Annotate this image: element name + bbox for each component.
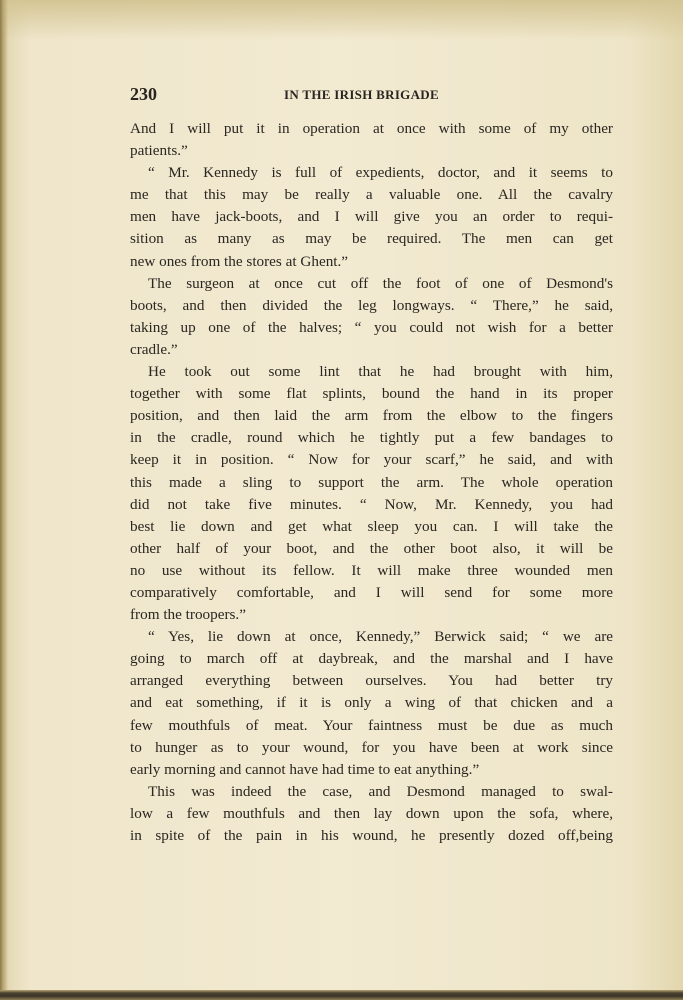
text-line: low a few mouthfuls and then lay down upon the sofa, where, bbox=[130, 804, 613, 822]
text-line: The surgeon at once cut off the foot of one of Desmond's bbox=[148, 274, 613, 292]
running-head: IN THE IRISH BRIGADE bbox=[284, 87, 439, 102]
text-line: He took out some lint that he had brought with him, bbox=[148, 363, 613, 381]
body-text bbox=[130, 118, 613, 847]
text-line: comparatively comfortable, and I will send for some more bbox=[130, 583, 613, 601]
text-line: few mouthfuls of meat. Your faintness must be due as much bbox=[130, 716, 613, 734]
text-line: position, and then laid the arm from the elbow to the fingers bbox=[130, 407, 613, 425]
text-line: cradle.” bbox=[130, 340, 178, 358]
text-line: to hunger as to your wound, for you have been at work since bbox=[130, 738, 613, 756]
text-line: “ Mr. Kennedy is full of expedients, doctor, and it seems to bbox=[148, 164, 613, 182]
text-line: sition as many as may be required. The men can get bbox=[130, 230, 613, 248]
text-line: together with some flat splints, bound the hand in its proper bbox=[130, 385, 613, 403]
text-line: boots, and then divided the leg longways. “ There,” he said, bbox=[130, 296, 613, 314]
text-line: and eat something, if it is only a wing of that chicken and a bbox=[130, 694, 613, 712]
text-line: men have jack-boots, and I will give you an order to requi- bbox=[130, 208, 613, 226]
text-line: other half of your boot, and the other boot also, it will be bbox=[130, 539, 613, 557]
text-line: “ Yes, lie down at once, Kennedy,” Berwick said; “ we are bbox=[148, 628, 613, 646]
text-line: early morning and cannot have had time to eat anything.” bbox=[130, 760, 480, 778]
text-line: keep it in position. “ Now for your scarf,” he said, and with bbox=[130, 451, 613, 469]
text-line: did not take five minutes. “ Now, Mr. Kennedy, you had bbox=[130, 495, 613, 513]
page-number: 230 bbox=[130, 84, 157, 104]
text-line: this made a sling to support the arm. The whole operation bbox=[130, 473, 613, 491]
text-line: no use without its fellow. It will make three wounded men bbox=[130, 561, 613, 579]
page-binding-edge bbox=[0, 0, 8, 1000]
text-line: from the troopers.” bbox=[130, 606, 246, 624]
text-line: patients.” bbox=[130, 142, 188, 160]
text-line: And I will put it in operation at once with some of my other bbox=[130, 120, 613, 137]
page-bottom-edge bbox=[0, 990, 683, 1000]
page-header bbox=[130, 84, 613, 106]
text-line: in the cradle, round which he tightly put a few bandages to bbox=[130, 429, 613, 447]
text-line: going to march off at daybreak, and the marshal and I have bbox=[130, 650, 613, 668]
text-line: new ones from the stores at Ghent.” bbox=[130, 252, 349, 270]
text-line: taking up one of the halves; “ you could not wish for a better bbox=[130, 318, 613, 336]
text-line: best lie down and get what sleep you can. I will take the bbox=[130, 517, 613, 535]
text-line: This was indeed the case, and Desmond managed to swal- bbox=[148, 782, 613, 800]
text-line: arranged everything between ourselves. You had better try bbox=[130, 672, 613, 690]
text-line: in spite of the pain in his wound, he presently dozed off,being bbox=[130, 827, 613, 844]
text-line: me that this may be really a valuable one. All the cavalry bbox=[130, 186, 613, 204]
